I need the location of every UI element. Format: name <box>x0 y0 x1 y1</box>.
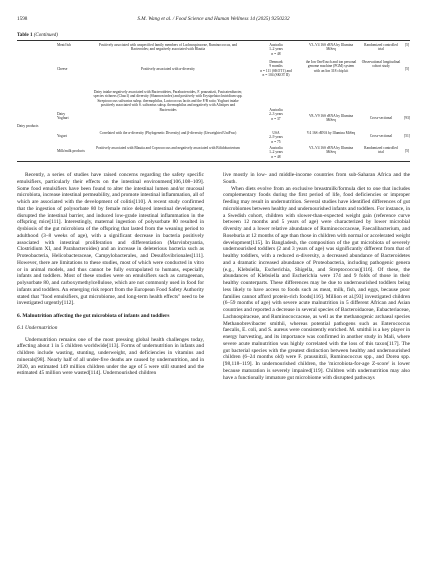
table-cell-country: Australia 2–3 years n = 37 <box>269 108 283 121</box>
table-cell-country: Denmark 9 months n = 111 (SKOT I) and n = 104 (SKOT II) <box>260 60 292 78</box>
table-cell-method: the Ion OneTouch and ion personal genome machine (PGM) system with an Ion 318 chip kit <box>305 60 357 73</box>
table-row <box>17 43 410 59</box>
table-cell-subcategory: Yogurt <box>57 134 67 138</box>
right-column <box>223 172 410 381</box>
journal-citation: S.M. Wang et al. / Food Science and Human Wellness 14 (2025) 9250232 <box>137 16 290 22</box>
table-cell-finding: Positively associated with α-diversity <box>141 67 195 71</box>
table-cell-design: Cross-sectional <box>369 134 393 138</box>
table-cell-ref: [51] <box>404 134 410 138</box>
table-caption-continued: (Continued) <box>33 33 58 38</box>
table-cell-design: Observational longitudinal cohort study <box>361 60 401 69</box>
table-cell-finding: Positively associated with Blautia and Coprococcus and negatively associated with Bifidobacterium <box>96 146 240 150</box>
table-cell-ref: [5] <box>404 149 410 153</box>
table-category-dairy: Dairy products <box>17 124 39 128</box>
table-cell-subcategory: Meat/fish <box>57 43 71 47</box>
table-cell-country: Australia 1–2 years n = 48 <box>269 146 283 159</box>
table-row <box>17 146 410 160</box>
table-row <box>17 60 410 82</box>
table-cell-finding: Correlated with the α-diversity (Phylogenetic Diversity) and β-diversity (Unweighted UniFrac) <box>99 131 237 135</box>
body-paragraph: live mostly in low- and middle-income countries from sub-Saharan Africa and the South. <box>223 172 410 185</box>
table-cell-design: Cross-sectional <box>369 116 393 120</box>
table-cell-ref: [5] <box>404 67 410 71</box>
table-cell-subcategory: Milk/milk products <box>57 149 85 153</box>
body-paragraph: When diets evolve from an exclusive breastmilk/formula diet to one that includes complementary foods during the first period of life, food deficiencies or improper feeding may result in undernutrition. Several studies have identified differences of gut microbiomes between healthy and undernourished infants and toddlers. For instance, in a Swedish cohort, children with slower-than-expected weight gain (reference curve between 12 months and 5 years of age) were characterized by lower microbial diversity and a lower relative abundance of Ruminococcaceae, Faecalibacterium, and Roseburia at 12 months of age than those in children with normal or accelerated weight development[115]. In Bangladesh, the composition of the gut microbiota of severely undernourished toddlers (2 and 3 years of age) was significantly different from that of healthy toddlers, with a reduced α-diversity, a decreased abundance of Bacteroidetes and a dramatic increased abundance of Proteobacteria, including pathogenic genera (e.g., Klebsiella, Escherichia, Shigella, and Streptococcus)[116]. Of these, the abundances of Klebsiella and Escherichia were 174 and 9 folds of those in their healthy counterparts. These differences may be due to undernourished toddlers being less likely to have access to foods such as meat, milk, fish, and eggs, because poor families cannot afford protein-rich foods[116]. Million et al.[93] investigated children (6–59 months of age) with severe acute malnutrition in 5 different African and Asian countries and reported a decrease in several species of Bacteroidaceae, Eubacteriaceae, Lachnospiraceae, and Ruminococcaceae, as well as the methanogenic archaeal species Methanobrevibacter smithii, whereas potential pathogens such as Enterococcus faecalis, E. coli, and S. aureus were consistently enriched. M. smithii is a key player in energy harvesting, and its importance was confirmed in another study in Mali, where severe acute malnutrition was highly correlated with the loss of this taxon[117]. The gut bacterial species with the greatest distinction between healthy and undernourished children (6–24 months old) were F. prausnitzii, Ruminococcus spp., and Dorea spp.[98,118–119]. In undernourished children, the 'microbiota-for-age Z-score' is lower because maturation is severely impaired[119]. Children with undernutrition may also have a functionally immature gut microbiome with disrupted pathways <box>223 185 410 381</box>
table-cell-ref: [5] <box>404 43 410 47</box>
table-cell-method: V3–V4 16S rRNA by Illumina MiSeq <box>308 146 354 155</box>
table-cell-method: V4 16S rRNA by Illumina MiSeq <box>306 131 356 135</box>
table-cell-finding: Dairy intake negatively associated with Bacteroidetes, Parabacteroides, F. prausnitzii, Fusicatenibacter, species richness (Chao1) and diversity (Shannon index) and positively with Erysipelatoclostridium spp. Streptococcus salivarius subsp. thermophilus, Lactococcus lactis and the F/B ratio; Yoghurt intake positively associated with S. salivarius subsp. thermophilus and negatively with Alistipes and Bacteroides <box>93 90 243 112</box>
table-cell-method: V3–V4 16S rRNA by Illumina MiSeq <box>308 43 354 52</box>
table-caption-label: Table 1 <box>17 33 33 38</box>
table-cell-ref: [93] <box>404 116 410 120</box>
table-row <box>17 131 410 145</box>
page-header <box>17 16 410 26</box>
table-cell-country: USA 2–9 years n = 75 <box>269 131 283 144</box>
table-cell-finding: Positively associated with unspecified family members of Lachnospiraceae, Ruminococcus, and Bacteroides; and negatively associated with Blautia <box>98 43 238 52</box>
body-paragraph: Undernutrition remains one of the most pressing global health challenges today, affecting about 1 in 5 children worldwide[113]. Forms of undernutrition in infants and children include wasting, stunting, underweight, and deficiencies in vitamins and minerals[98]. Nearly half of all under-five deaths are caused by undernutrition, and in 2020, an estimated 149 million children under the age of 5 were still stunted and the estimated 45 million were wasted[114]. Undernourished children <box>17 336 204 377</box>
table-cell-subcategory: Dairy Yoghurt <box>57 112 69 121</box>
table-cell-design: Randomized controlled trial <box>364 146 398 155</box>
body-paragraph: Recently, a series of studies have raised concerns regarding the safety specific emulsifiers, particularly their effects on the intestinal environment[106,108–109]. Some food emulsifiers have been found to alter the intestinal lumen and/or mucosal microbiota, increase intestinal permeability, and promote intestinal inflammation, all of which are associated with the development of colitis[110]. A recent study confirmed that the ingestion of polysorbate 80 by female mice delayed intestinal development, disrupted the intestinal barrier, and induced low-grade intestinal inflammation in the offspring mice[111]. Interestingly, maternal ingestion of polysorbate 80 resulted in dysbiosis of the gut microbiota of the offspring that lasted from the weaning period to adulthood (3–8 weeks of age), with a significant decrease in bacteria positively associated with intestinal proliferation and differentiation (Marvinbryantia, Clostridium XI, and Parabacteroides) and an increase in deleterious bacteria such as Proteobacteria, Helicobacteraceae, Campylobacterales, and Desulfovibrionales[111]. However, there are limitations to these studies, most of which were conducted in vitro or in animal models, and thus cannot be fully extrapolated to humans, especially infants and toddlers. Most of these studies were on emulsifiers such as carrageenan, polysorbate 80, and carboxymethylcellulose, which are not commonly used in food for infants and toddlers. An emerging risk report from the European Food Safety Authority stated that "food emulsifiers, gut microbiome, and long-term health effects" need to be investigated urgently[112]. <box>17 172 204 307</box>
table-cell-subcategory: Cheese <box>57 67 68 71</box>
table-top-rule <box>17 40 410 41</box>
page-number: 1598 <box>17 16 28 22</box>
subsection-heading: 6.1 Undernutrition <box>17 324 58 331</box>
table-bottom-rule <box>17 161 410 162</box>
table-caption <box>17 33 58 38</box>
left-column <box>17 172 204 377</box>
section-heading: 6. Malnutrition affecting the gut microbiota of infants and toddlers <box>17 313 170 319</box>
table-cell-method: V8–V9 16S rRNA by Illumina MiSeq <box>308 114 354 123</box>
table-cell-design: Randomized controlled trial <box>364 43 398 52</box>
table-cell-country: Australia 1–2 years n = 48 <box>269 43 283 56</box>
